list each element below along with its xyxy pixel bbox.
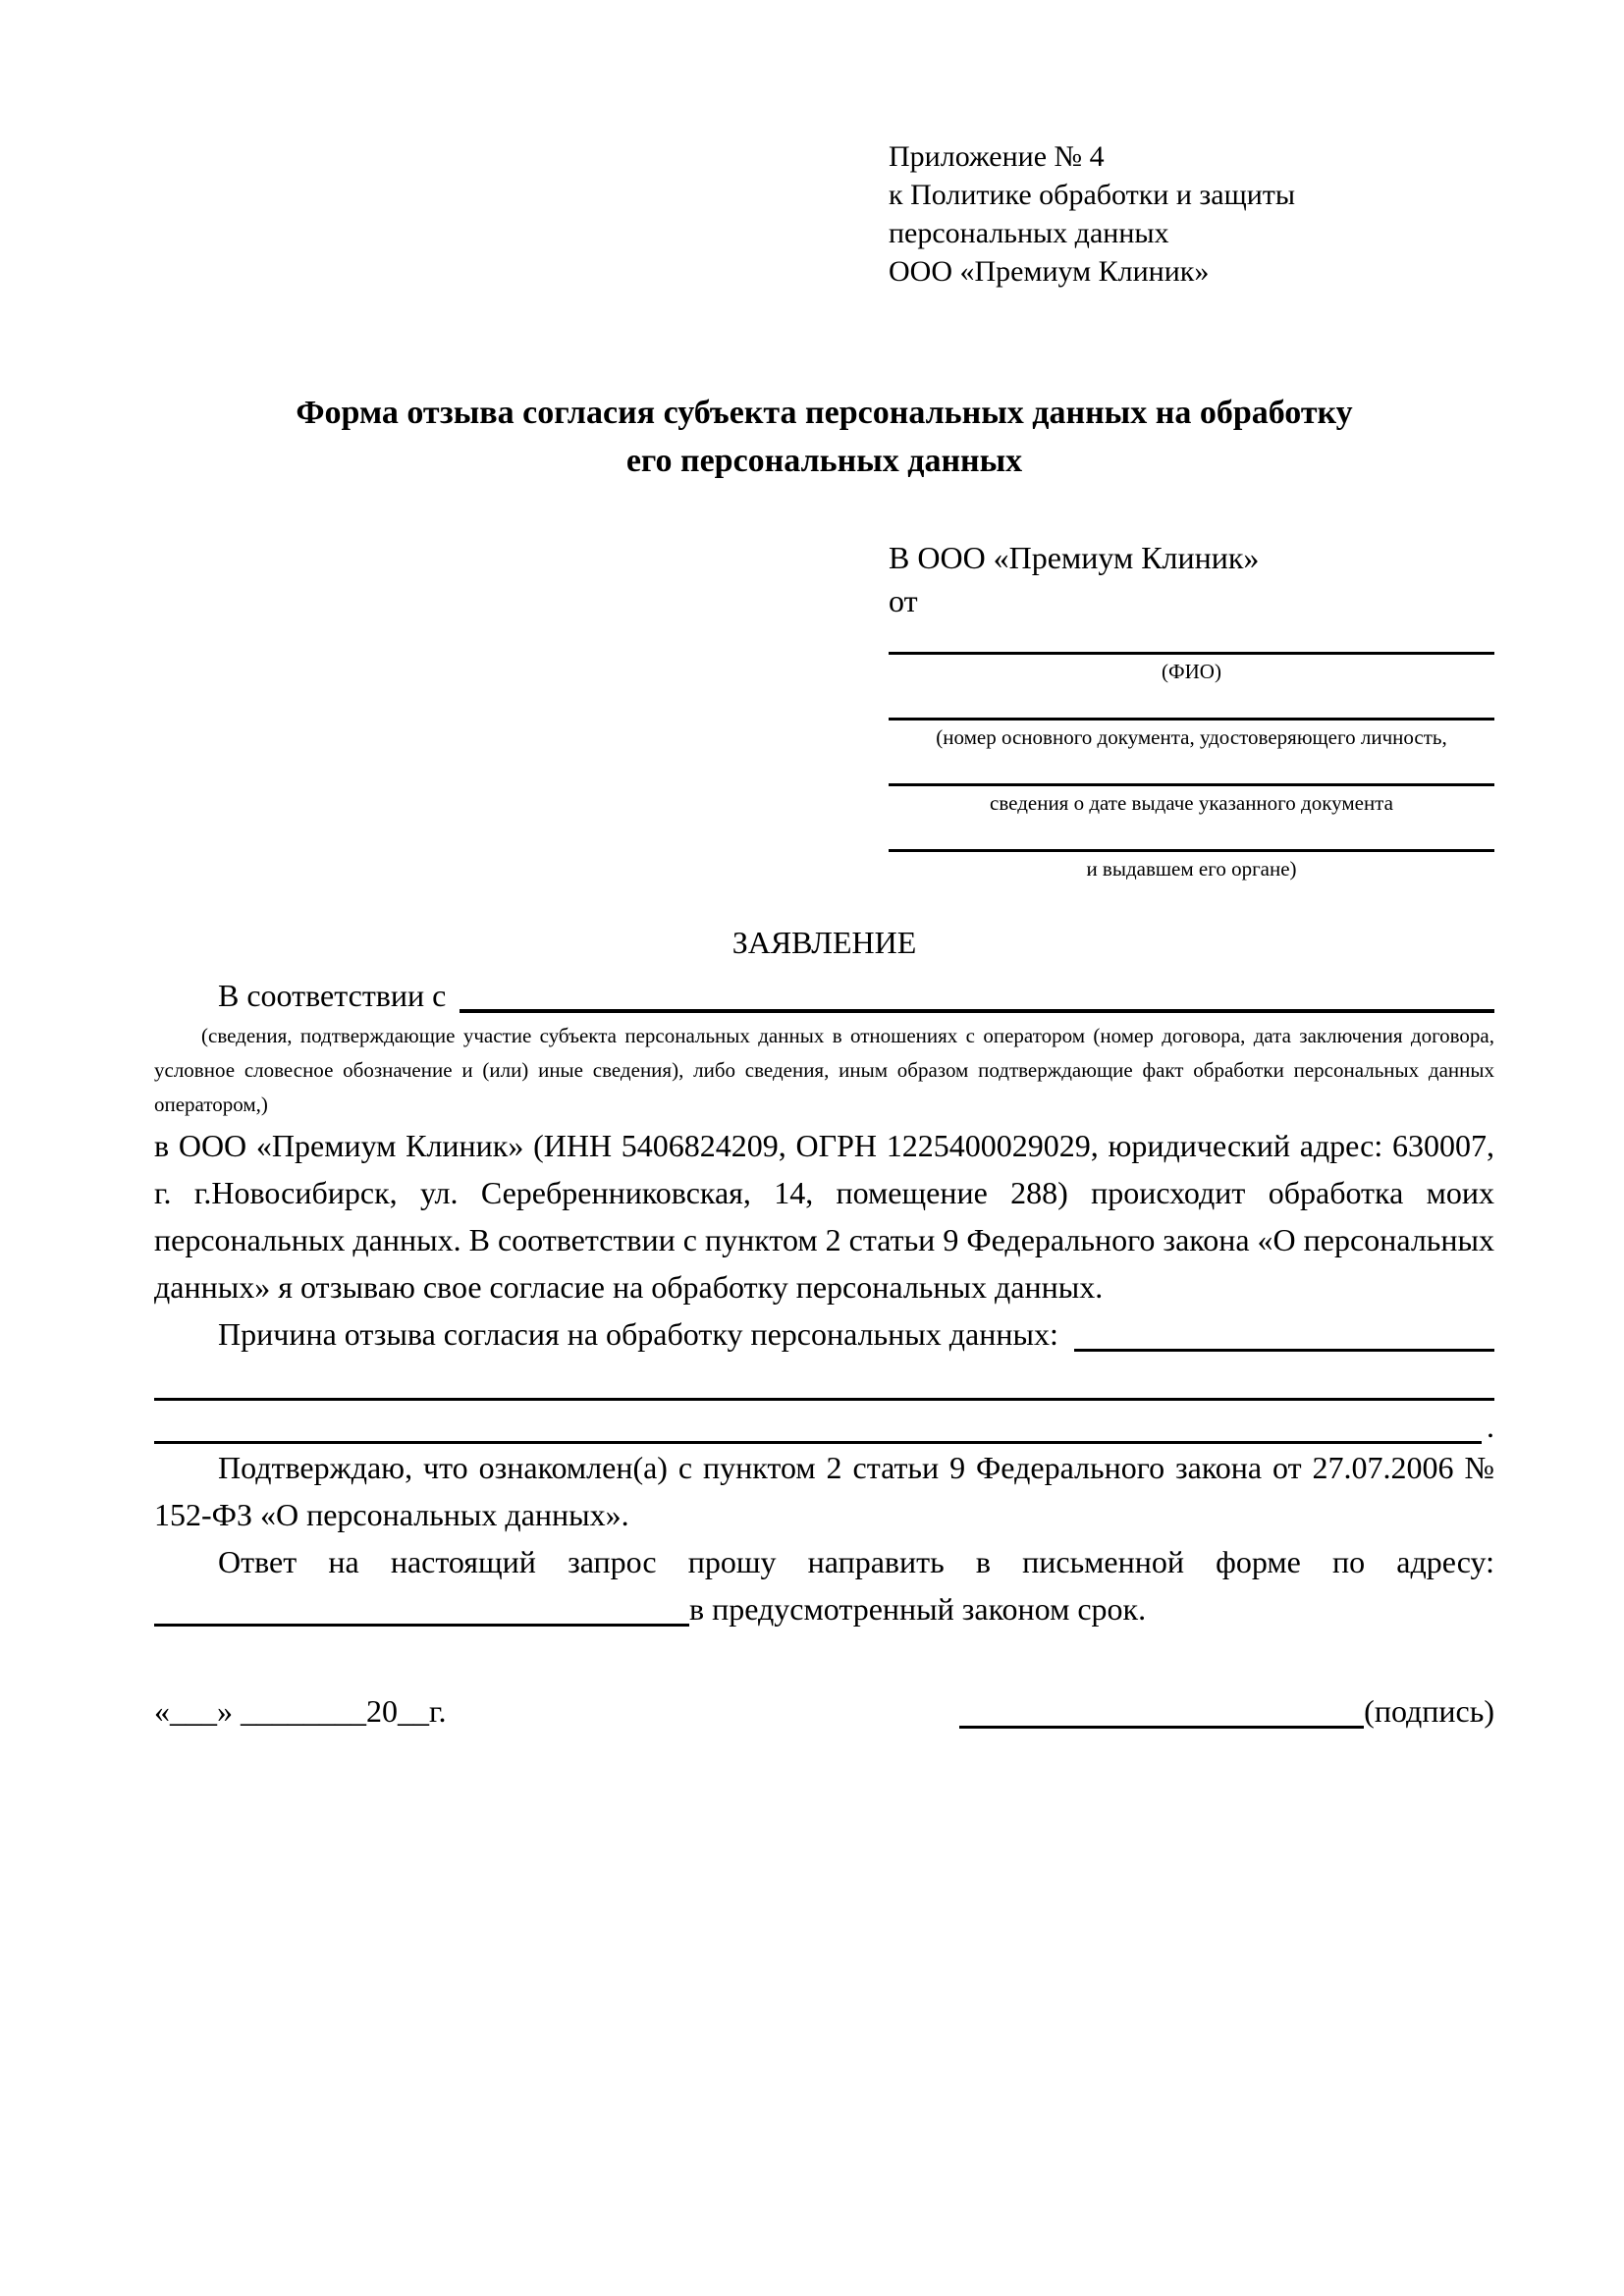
accordance-prefix: В соответствии с xyxy=(218,978,447,1013)
name-caption: (ФИО) xyxy=(1162,660,1221,683)
signature-blank-line xyxy=(959,1726,1364,1729)
document-title-line: его персональных данных xyxy=(625,443,1023,479)
footnote-text: (сведения, подтверждающие участие субъекта персональных данных в отношениях с оператором (номер договора, дата заключения договора, условное словесное обозначение и (или) иные сведения), либо сведения, иным образом подтверждающие факт обработки персональных данных оператором,) xyxy=(154,1024,1494,1116)
id-document-caption: (номер основного документа, удостоверяющего личность, xyxy=(936,725,1447,749)
appendix-note-line: Приложение № 4 xyxy=(889,140,1105,173)
reason-line xyxy=(154,1310,1494,1358)
address-blank-line xyxy=(154,1624,689,1627)
document-title xyxy=(154,389,1494,485)
document-title-line: Форма отзыва согласия субъекта персональных данных на обработку xyxy=(296,395,1353,431)
reply-suffix-text: в предусмотренный законом срок. xyxy=(689,1591,1147,1627)
reason-blank-line-2 xyxy=(154,1401,1482,1444)
reason-blank-line-1 xyxy=(154,1358,1494,1401)
reason-blank-row-2 xyxy=(154,1401,1494,1444)
issue-date-caption: сведения о дате выдаче указанного документа xyxy=(990,791,1393,815)
footer-row xyxy=(154,1687,1494,1735)
reason-blank-line-short xyxy=(1074,1349,1494,1352)
issue-date-field xyxy=(889,783,1494,820)
signature-block xyxy=(959,1687,1494,1735)
addressee-organization: В ООО «Премиум Клиник» xyxy=(889,540,1260,575)
appendix-note-line: к Политике обработки и защиты xyxy=(889,179,1296,211)
issuing-authority-field xyxy=(889,849,1494,885)
signature-caption: (подпись) xyxy=(1364,1693,1494,1729)
appendix-note-line: ООО «Премиум Клиник» xyxy=(889,255,1210,288)
reason-label: Причина отзыва согласия на обработку персональных данных: xyxy=(218,1316,1058,1352)
addressee-from-label: от xyxy=(889,583,918,618)
addressee-block xyxy=(889,536,1494,885)
statement-heading: ЗАЯВЛЕНИЕ xyxy=(731,925,917,960)
id-document-field xyxy=(889,718,1494,754)
appendix-note-line: персональных данных xyxy=(889,217,1169,249)
appendix-note xyxy=(889,137,1494,291)
date-line: «___» ________20__г. xyxy=(154,1693,447,1729)
accordance-line xyxy=(154,972,1494,1019)
name-field xyxy=(889,652,1494,688)
reply-request-paragraph: Ответ на настоящий запрос прошу направить в письменной форме по адресу: xyxy=(218,1544,1494,1579)
issuing-authority-caption: и выдавшем его органе) xyxy=(1086,857,1297,881)
confirmation-paragraph: Подтверждаю, что ознакомлен(а) с пунктом 2 статьи 9 Федерального закона от 27.07.2006 № 152-ФЗ «О персональных данных». xyxy=(154,1450,1494,1532)
reason-period: . xyxy=(1487,1409,1494,1444)
processing-paragraph: в ООО «Премиум Клиник» (ИНН 5406824209, ОГРН 1225400029029, юридический адрес: 630007, г. г.Новосибирск, ул. Серебренниковская, 14, помещение 288) происходит обработка моих персональных данных. В соответствии с пунктом 2 статьи 9 Федерального закона «О персональных данных» я отзываю свое согласие на обработку персональных данных. xyxy=(154,1128,1494,1305)
accordance-blank-line xyxy=(460,1009,1494,1013)
reply-address-line xyxy=(154,1585,1494,1632)
reason-blank-row-1 xyxy=(154,1358,1494,1401)
